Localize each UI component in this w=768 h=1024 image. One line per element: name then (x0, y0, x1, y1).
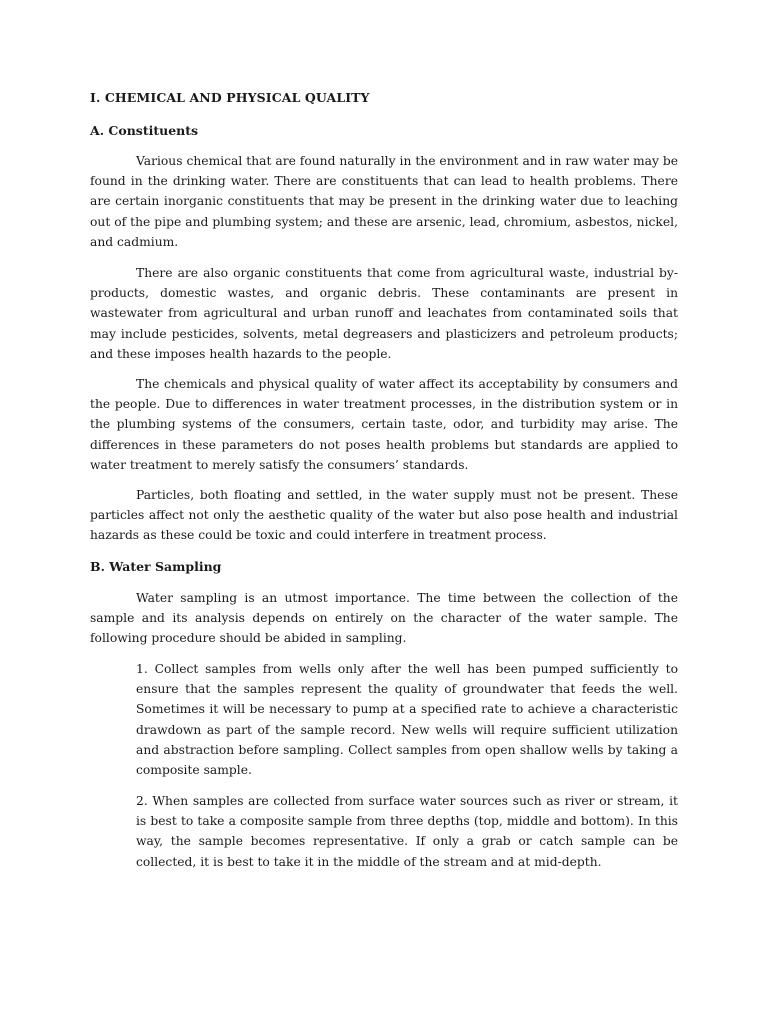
paragraph-organic-constituents: There are also organic constituents that come from agricultural waste, industrial by-products, domestic wastes, and organic debris. These contaminants are present in wastewater from agricultural and urban runoff and leachates from contaminated soils that may include pesticides, solvents, metal degreasers and plasticizers and petroleum products; and these imposes health hazards to the people. (90, 266, 678, 361)
procedure-item-surface-water: 2. When samples are collected from surface water sources such as river or stream, it is best to take a composite sample from three depths (top, middle and bottom). In this way, the sample becomes representative. If only a grab or catch sample can be collected, it is best to take it in the middle of the stream and at mid-depth. (136, 794, 678, 869)
procedure-item-wells: 1. Collect samples from wells only after the well has been pumped sufficiently to ensure that the samples represent the quality of groundwater that feeds the well. Sometimes it will be necessary to pump at a specified rate to achieve a characteristic drawdown as part of the sample record. New wells will require sufficient utilization and abstraction before sampling. Collect samples from open shallow wells by taking a composite sample. (136, 662, 678, 778)
section-title: I. CHEMICAL AND PHYSICAL QUALITY (90, 90, 370, 105)
subsection-title-water-sampling: B. Water Sampling (90, 559, 222, 574)
paragraph-particles: Particles, both floating and settled, in the water supply must not be present. These particles affect not only the aesthetic quality of the water but also pose health and industrial hazards as these could be toxic and could interfere in treatment process. (90, 488, 678, 543)
paragraph-water-sampling: Water sampling is an utmost importance. The time between the collection of the sample and its analysis depends on entirely on the character of the water sample. The following procedure should be abided in sampling. (90, 591, 678, 646)
subsection-title-constituents: A. Constituents (90, 123, 199, 138)
paragraph-inorganic-constituents: Various chemical that are found naturally in the environment and in raw water may be found in the drinking water. There are constituents that can lead to health problems. There are certain inorganic constituents that may be present in the drinking water due to leaching out of the pipe and plumbing system; and these are arsenic, lead, chromium, asbestos, nickel, and cadmium. (90, 154, 678, 249)
paragraph-physical-quality: The chemicals and physical quality of water affect its acceptability by consumers and the people. Due to differences in water treatment processes, in the distribution system or in the plumbing systems of the consumers, certain taste, odor, and turbidity may arise. The differences in these parameters do not poses health problems but standards are applied to water treatment to merely satisfy the consumers’ standards. (90, 377, 678, 472)
